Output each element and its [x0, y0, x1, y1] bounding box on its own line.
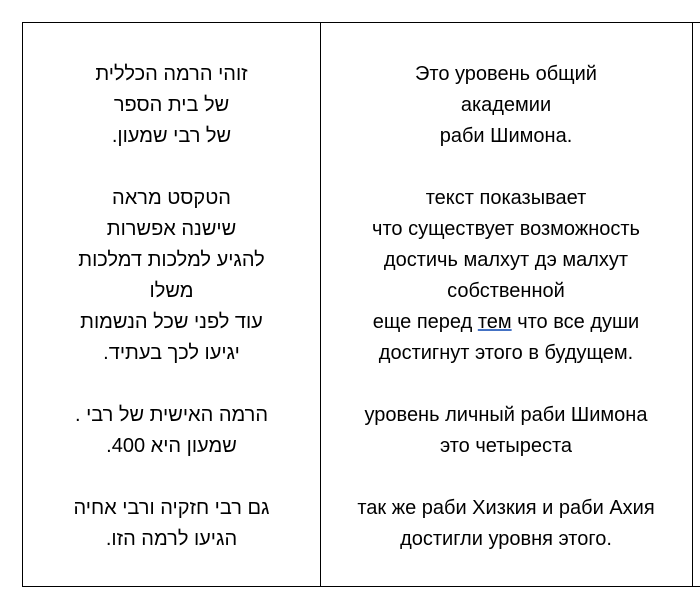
russian-text-cell[interactable] [320, 23, 692, 586]
russian-paragraph-4 [320, 493, 692, 555]
hebrew-paragraph-2 [23, 183, 320, 369]
text-line: זוהי הרמה הכללית [95, 63, 248, 85]
russian-paragraph-2 [320, 183, 692, 369]
hebrew-paragraph-3 [23, 400, 320, 462]
text-line: достигли уровня этого. [400, 528, 612, 550]
hebrew-text-cell[interactable] [23, 23, 320, 586]
text-line: להגיע למלכות דמלכות [78, 249, 265, 271]
text-line: достичь малхут дэ малхут [383, 249, 629, 271]
text-line: это четыреста [439, 435, 573, 457]
text-line: академии [460, 94, 552, 116]
text-line: שמעון היא 400. [106, 435, 237, 457]
text-fragment: что все души [511, 311, 640, 333]
spellcheck-flagged-word[interactable]: тем [477, 311, 512, 333]
text-line: раби Шимона. [439, 125, 573, 147]
text-fragment: еще перед [372, 311, 478, 333]
text-line: собственной [447, 280, 565, 302]
text-line: משלו [149, 280, 194, 302]
text-line: גם רבי חזקיה ורבי אחיה [73, 497, 270, 519]
text-line: текст показывает [425, 187, 587, 209]
hebrew-paragraph-4 [23, 493, 320, 555]
text-line: הטקסט מראה [112, 187, 231, 209]
text-line: достигнут этого в будущем. [378, 342, 634, 364]
text-line: הרמה האישית של רבי . [74, 404, 269, 426]
text-line: Это уровень общий [415, 63, 597, 85]
text-line: הגיעו לרמה הזו. [105, 528, 238, 550]
hebrew-paragraph-1 [23, 59, 320, 152]
text-line [320, 307, 692, 338]
document-table [22, 22, 700, 587]
text-line: что существует возможность [372, 218, 640, 240]
text-line: של רבי שמעון. [111, 125, 232, 147]
text-line: уровень личный раби Шимона [364, 404, 648, 426]
russian-paragraph-3 [320, 400, 692, 462]
text-line: עוד לפני שכל הנשמות [80, 311, 263, 333]
text-line: שישנה אפשרות [106, 218, 237, 240]
russian-paragraph-1 [320, 59, 692, 152]
text-line: יגיעו לכך בעתיד. [103, 342, 240, 364]
column-divider-right [692, 23, 693, 586]
text-line: так же раби Хизкия и раби Ахия [357, 497, 655, 519]
text-line: של בית הספר [113, 94, 230, 116]
